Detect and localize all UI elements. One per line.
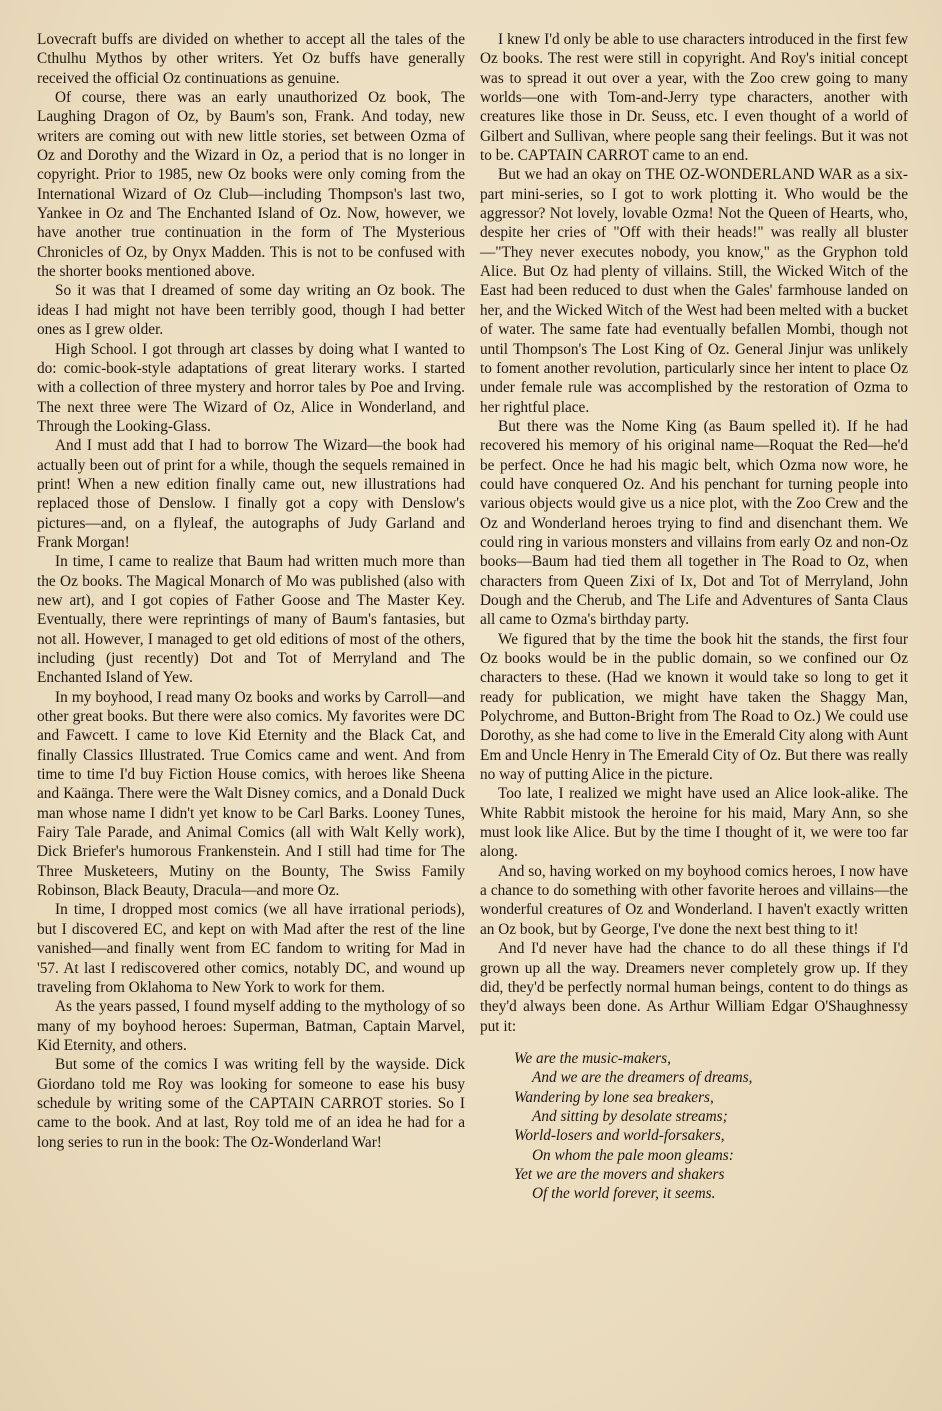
right-column — [480, 30, 908, 1204]
paragraph: But we had an okay on THE OZ-WONDERLAND WAR as a six-part mini-series, so I got to work plotting it. Who would be the aggressor? Not lovely, lovable Ozma! Not the Queen of Hearts, who, despite her cries of "Off with their heads!" was really all bluster—"They never executes nobody, you know," as the Gryphon told Alice. But Oz had plenty of villains. Still, the Wicked Witch of the East had been reduced to dust when the Gales' farmhouse landed on her, and the Wicked Witch of the West had been melted with a bucket of water. The same fate had eventually befallen Mombi, though not until Thompson's The Lost King of Oz. General Jinjur was unlikely to foment another revolution, particularly since her intent to place Oz under female rule was accomplished by the restoration of Ozma to her rightful place. — [480, 166, 908, 416]
poem-line: We are the music-makers, — [514, 1049, 671, 1067]
paragraph: High School. I got through art classes by doing what I wanted to do: comic-book-style adaptations of great literary works. I started with a collection of three mystery and horror tales by Poe and Irving. The next three were The Wizard of Oz, Alice in Wonderland, and Through the Looking-Glass. — [37, 340, 465, 435]
paragraph: We figured that by the time the book hit the stands, the first four Oz books would be in the public domain, so we confined our Oz characters to these. (Had we known it would take so long to get it ready for publication, we might have taken the Shaggy Man, Polychrome, and Button-Bright from The Road to Oz.) We could use Dorothy, as she had come to live in the Emerald City along with Aunt Em and Uncle Henry in The Emerald City of Oz. But there was really no way of putting Alice in the picture. — [480, 630, 908, 784]
poem-line: Wandering by lone sea breakers, — [514, 1088, 714, 1106]
paragraph: Of course, there was an early unauthorized Oz book, The Laughing Dragon of Oz, by Baum's son, Frank. And today, new writers are coming out with new little stories, set between Ozma of Oz and Dorothy and the Wizard in Oz, a period that is no longer in copyright. Prior to 1985, new Oz books were only coming from the International Wizard of Oz Club—including Thompson's last two, Yankee in Oz and The Enchanted Island of Oz. Now, however, we have another true continuation in the form of The Mysterious Chronicles of Oz, by Onyx Madden. This is not to be confused with the shorter books mentioned above. — [37, 89, 465, 281]
paragraph: So it was that I dreamed of some day writing an Oz book. The ideas I had might not have been terribly good, though I had better ones as I grew older. — [37, 282, 465, 339]
poem-line: On whom the pale moon gleams: — [532, 1146, 734, 1164]
paragraph: In my boyhood, I read many Oz books and works by Carroll—and other great books. But there were also comics. My favorites were DC and Fawcett. I came to love Kid Eternity and the Black Cat, and finally Classics Illustrated. True Comics came and went. And from time to time I'd buy Fiction House comics, with heroes like Sheena and Kaänga. There were the Walt Disney comics, and a Donald Duck man whose name I didn't yet know to be Carl Barks. Looney Tunes, Fairy Tale Parade, and Animal Comics (all with Walt Kelly work), Dick Briefer's humorous Frankenstein. And I still had time for The Three Musketeers, Mutiny on the Bounty, The Swiss Family Robinson, Black Beauty, Dracula—and more Oz. — [37, 688, 465, 900]
paragraph: And so, having worked on my boyhood comics heroes, I now have a chance to do something with other favorite heroes and villains—the wonderful creatures of Oz and Wonderland. I haven't exactly written an Oz book, but by George, I've done the next best thing to it! — [480, 862, 908, 938]
paragraph: As the years passed, I found myself adding to the mythology of so many of my boyhood heroes: Superman, Batman, Captain Marvel, Kid Eternity, and others. — [37, 998, 465, 1054]
paragraph: In time, I dropped most comics (we all have irrational periods), but I discovered EC, and kept on with Mad after the rest of the line vanished—and finally went from EC fandom to writing for Mad in '57. At last I rediscovered other comics, notably DC, and wound up traveling from Oklahoma to New York to work for them. — [37, 901, 465, 996]
left-column — [37, 30, 465, 1152]
paragraph: Too late, I realized we might have used an Alice look-alike. The White Rabbit mistook the heroine for his maid, Mary Ann, so she must look like Alice. But by the time I thought of it, we were too far along. — [480, 785, 908, 861]
poem-line: World-losers and world-forsakers, — [514, 1127, 725, 1145]
poem-line: And we are the dreamers of dreams, — [532, 1069, 753, 1087]
paragraph: Lovecraft buffs are divided on whether to accept all the tales of the Cthulhu Mythos by other writers. Yet Oz buffs have generally received the official Oz continuations as genuine. — [37, 31, 465, 87]
poem-quote — [514, 1049, 908, 1204]
paragraph: But some of the comics I was writing fell by the wayside. Dick Giordano told me Roy was looking for someone to ease his busy schedule by writing some of the CAPTAIN CARROT stories. So I came to the book. And at last, Roy told me of an idea he had for a long series to run in the book: The Oz-Wonderland War! — [37, 1056, 465, 1151]
poem-line: And sitting by desolate streams; — [532, 1107, 728, 1125]
paragraph: I knew I'd only be able to use characters introduced in the first few Oz books. The rest were still in copyright. And Roy's initial concept was to spread it out over a year, with the Zoo crew going to many worlds—one with Tom-and-Jerry type characters, another with creatures like those in Dr. Seuss, etc. I even thought of a world of Gilbert and Sullivan, where people sang their feelings. But it was not to be. CAPTAIN CARROT came to an end. — [480, 31, 908, 165]
poem-line: Yet we are the movers and shakers — [514, 1165, 725, 1183]
paragraph: And I must add that I had to borrow The Wizard—the book had actually been out of print for a while, though the sequels remained in print! When a new edition finally came out, new illustrations had replaced those of Denslow. I finally got a copy with Denslow's pictures—and, on a flyleaf, the autographs of Judy Garland and Frank Morgan! — [37, 437, 465, 551]
poem-line: Of the world forever, it seems. — [532, 1185, 716, 1203]
paragraph: But there was the Nome King (as Baum spelled it). If he had recovered his memory of his original name—Roquat the Red—he'd be perfect. Once he had his magic belt, which Ozma now wore, he could have conquered Oz. And his penchant for turning people into various objects would give us a nice plot, with the Zoo Crew and the Oz and Wonderland heroes trying to find and disenchant them. We could ring in various monsters and villains from early Oz and non-Oz books—Baum had tied them all together in The Road to Oz, when characters from Queen Zixi of Ix, Dot and Tot of Merryland, John Dough and the Cherub, and The Life and Adventures of Santa Claus all came to Ozma's birthday party. — [480, 417, 908, 629]
paragraph: In time, I came to realize that Baum had written much more than the Oz books. The Magical Monarch of Mo was published (also with new art), and I got copies of Father Goose and The Master Key. Eventually, there were reprintings of many of Baum's fantasies, but not all. However, I managed to get old editions of most of the others, including (just recently) Dot and Tot of Merryland and The Enchanted Island of Yew. — [37, 553, 465, 687]
paragraph: And I'd never have had the chance to do all these things if I'd grown up all the way. Dreamers never completely grow up. If they did, they'd be perfectly normal human beings, content to do things as they'd always been done. As Arthur William Edgar O'Shaughnessy put it: — [480, 940, 908, 1035]
